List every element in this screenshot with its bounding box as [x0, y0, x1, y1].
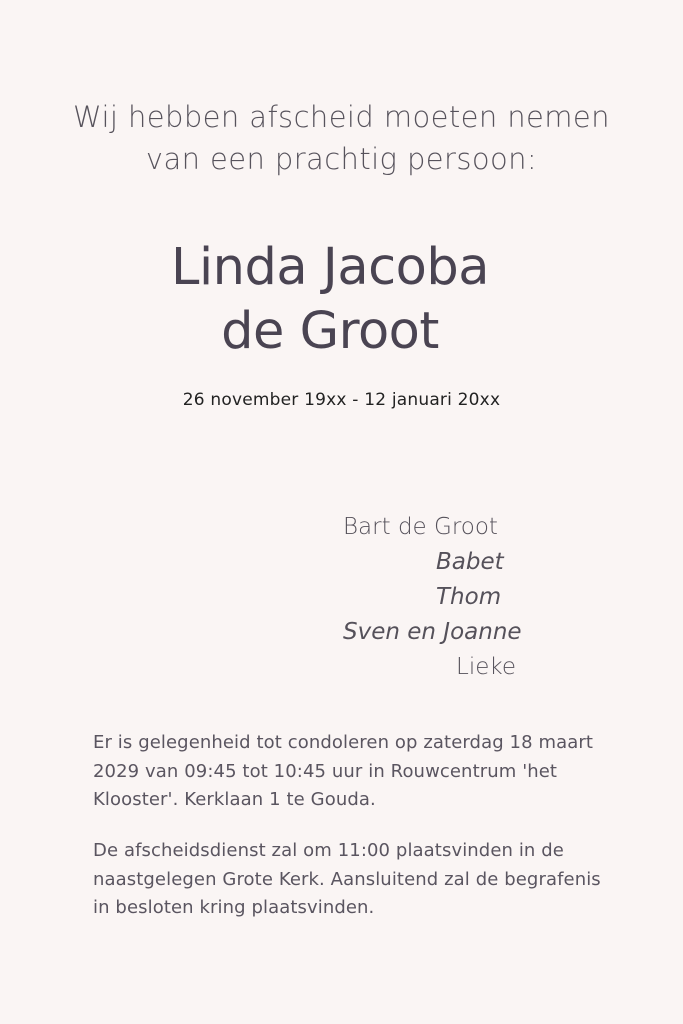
family-list — [0, 510, 683, 690]
intro-line-1: Wij hebben afscheid moeten nemen — [73, 100, 610, 134]
intro-text — [0, 96, 683, 180]
deceased-name-line-2: de Groot — [221, 302, 439, 361]
intro-line-2: van een prachtig persoon: — [145, 142, 538, 176]
service-paragraph: De afscheidsdienst zal om 11:00 plaatsvinden in de naastgelegen Grote Kerk. Aansluitend zal de begrafenis in besloten kring plaatsvinden. — [93, 840, 601, 918]
family-member: Babet — [436, 549, 504, 575]
condolence-paragraph: Er is gelegenheid tot condoleren op zaterdag 18 maart 2029 van 09:45 tot 10:45 uur in Rouwcentrum 'het Klooster'. Kerklaan 1 te Gouda. — [93, 732, 594, 810]
family-member: Bart de Groot — [343, 514, 498, 540]
deceased-name-line-1: Linda Jacoba — [171, 238, 489, 297]
life-dates: 26 november 19xx - 12 januari 20xx — [182, 390, 501, 410]
family-member: Thom — [436, 584, 502, 610]
deceased-name — [0, 236, 660, 364]
family-member: Lieke — [456, 654, 517, 680]
family-member: Sven en Joanne — [343, 619, 522, 645]
